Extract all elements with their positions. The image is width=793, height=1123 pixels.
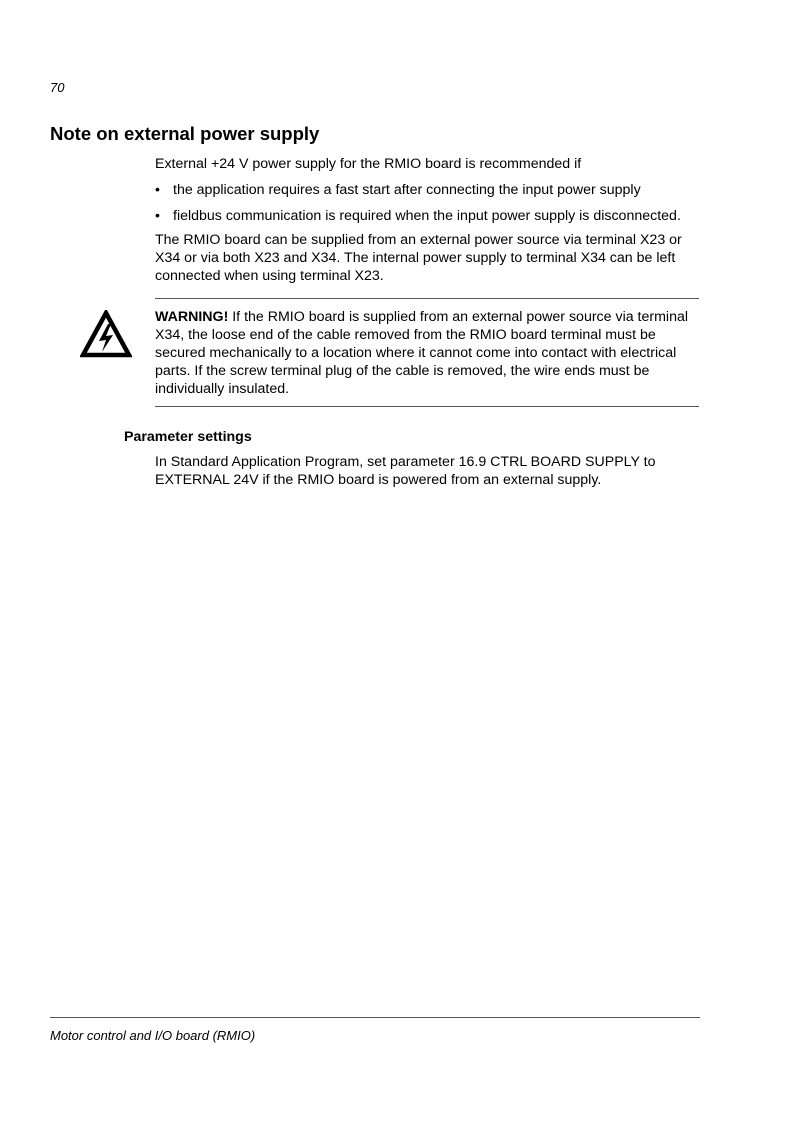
warning-top-divider: [155, 298, 699, 299]
warning-label: WARNING!: [155, 309, 229, 325]
page-number: 70: [50, 80, 65, 95]
intro-paragraph: External +24 V power supply for the RMIO board is recommended if: [155, 156, 582, 172]
list-item: [155, 181, 715, 199]
list-item-text: fieldbus communication is required when the input power supply is disconnected.: [173, 208, 681, 224]
power-source-paragraph: The RMIO board can be supplied from an external power source via terminal X23 or X34 or via both X23 and X34. The internal power supply to terminal X34 can be left connected when using terminal X23.: [155, 232, 682, 284]
footer-text: Motor control and I/O board (RMIO): [50, 1028, 256, 1043]
parameter-settings-paragraph: In Standard Application Program, set parameter 16.9 CTRL BOARD SUPPLY to EXTERNAL 24V if the RMIO board is powered from an external supply.: [155, 454, 656, 488]
warning-message: [155, 308, 703, 398]
list-item-text: the application requires a fast start after connecting the input power supply: [173, 182, 641, 198]
footer-divider: [50, 1017, 700, 1018]
warning-body: If the RMIO board is supplied from an external power source via terminal X34, the loose end of the cable removed from the RMIO board terminal must be secured mechanically to a location where it cannot come into contact with electrical parts. If the screw terminal plug of the cable is removed, the wire ends must be individually insulated.: [155, 309, 689, 397]
parameter-settings-heading: Parameter settings: [124, 429, 252, 445]
electrical-hazard-warning-icon: [80, 310, 132, 358]
list-item: [155, 207, 715, 225]
requirement-list: [155, 181, 715, 233]
bullet-marker: •: [155, 208, 160, 224]
warning-bottom-divider: [155, 406, 699, 407]
section-heading: Note on external power supply: [50, 123, 320, 144]
bullet-marker: •: [155, 182, 160, 198]
